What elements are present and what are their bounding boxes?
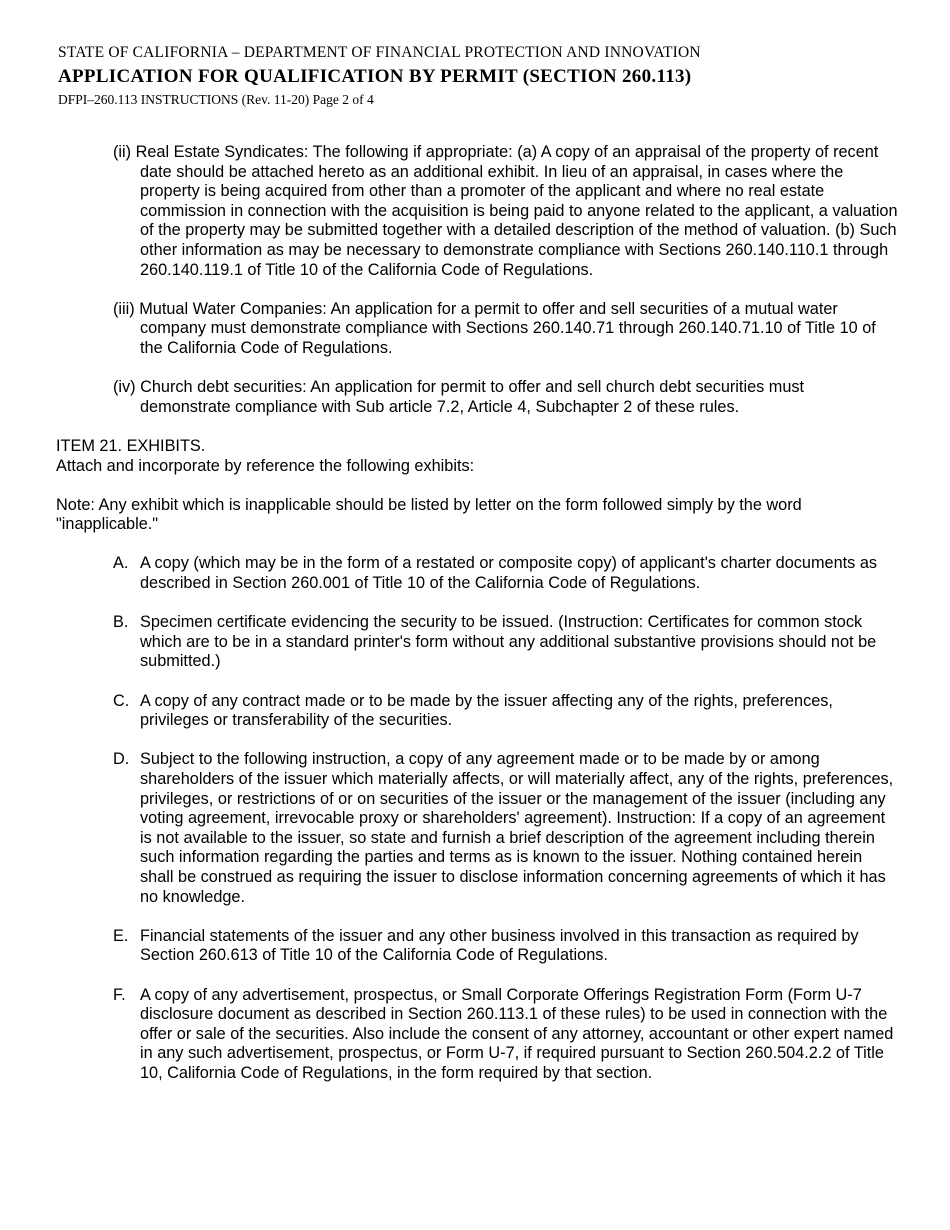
exhibit-letter: F. bbox=[113, 985, 126, 1004]
item-21-heading: ITEM 21. EXHIBITS. bbox=[56, 436, 206, 455]
exhibit-text: Specimen certificate evidencing the security to be issued. (Instruction: Certificates for common stock which are to be in a standard printer's form without any additional substantive provisions should not be submitted.) bbox=[140, 613, 877, 671]
sub-item-mutual-water-companies: (iii) Mutual Water Companies: An application for a permit to offer and sell securities of a mutual water company must demonstrate compliance with Sections 260.140.71 through 260.140.71.10 of Title 10 of the California Code of Regulations. bbox=[113, 299, 876, 357]
exhibit-text: A copy (which may be in the form of a restated or composite copy) of applicant's charter documents as described in Section 260.001 of Title 10 of the California Code of Regulations. bbox=[140, 554, 878, 593]
exhibit-letter: D. bbox=[113, 750, 130, 769]
item-21-note: Note: Any exhibit which is inapplicable should be listed by letter on the form followed simply by the word "inapplicable." bbox=[56, 495, 802, 534]
agency-name: STATE OF CALIFORNIA – DEPARTMENT OF FINANCIAL PROTECTION AND INNOVATION bbox=[58, 44, 701, 61]
exhibit-letter: C. bbox=[113, 691, 130, 710]
form-title: APPLICATION FOR QUALIFICATION BY PERMIT (SECTION 260.113) bbox=[58, 66, 692, 87]
exhibit-item-d bbox=[113, 750, 898, 907]
page-header bbox=[58, 42, 918, 110]
document-body bbox=[56, 143, 898, 1103]
exhibit-text: Financial statements of the issuer and any other business involved in this transaction as required by Section 260.613 of Title 10 of the California Code of Regulations. bbox=[140, 926, 859, 965]
exhibit-text: A copy of any contract made or to be made by the issuer affecting any of the rights, preferences, privileges or transferability of the securities. bbox=[140, 691, 833, 730]
item-21-intro: Attach and incorporate by reference the following exhibits: bbox=[56, 456, 475, 475]
exhibit-item-f bbox=[113, 986, 898, 1084]
exhibit-item-a bbox=[113, 554, 898, 593]
exhibit-text: Subject to the following instruction, a copy of any agreement made or to be made by or among shareholders of the issuer which materially affects, or will materially affect, any of the rights, preferences, privileges, or restrictions of or on securities of the issuer or the management of the issuer (including any voting agreement, irrevocable proxy or shareholders' agreement). Instruction: If a copy of an agreement is not available to the issuer, so state and furnish a brief description of the agreement including therein such information regarding the parties and terms as is known to the issuer. Nothing contained herein shall be construed as requiring the issuer to disclose information concerning agreements of which it has no knowledge. bbox=[140, 750, 894, 906]
exhibit-item-e bbox=[113, 927, 898, 966]
exhibit-letter: E. bbox=[113, 926, 129, 945]
exhibit-letter: A. bbox=[113, 554, 129, 573]
exhibit-item-c bbox=[113, 692, 898, 731]
exhibit-item-b bbox=[113, 613, 898, 672]
exhibit-text: A copy of any advertisement, prospectus, or Small Corporate Offerings Registration Form (Form U-7 disclosure document as described in Section 260.113.1 of these rules) to be used in connection with the offer or sale of the securities. Also include the consent of any attorney, accountant or other expert named in any such advertisement, prospectus, or Form U-7, if required pursuant to Section 260.504.2.2 of Title 10, California Code of Regulations, in the form required by that section. bbox=[140, 985, 894, 1082]
sub-item-real-estate-syndicates: (ii) Real Estate Syndicates: The following if appropriate: (a) A copy of an appraisal of the property of recent date should be attached hereto as an additional exhibit. In lieu of an appraisal, in cases where the property is being acquired from other than a promoter of the applicant and where no real estate commission in connection with the acquisition is being paid to anyone related to the applicant, a valuation of the property may be submitted together with a detailed description of the method of valuation. (b) Such other information as may be necessary to demonstrate compliance with Sections 260.140.110.1 through 260.140.119.1 of Title 10 of the California Code of Regulations. bbox=[113, 143, 898, 279]
sub-item-church-debt-securities: (iv) Church debt securities: An application for permit to offer and sell church debt securities must demonstrate compliance with Sub article 7.2, Article 4, Subchapter 2 of these rules. bbox=[113, 378, 805, 416]
form-number: DFPI–260.113 INSTRUCTIONS (Rev. 11-20) Page 2 of 4 bbox=[58, 92, 374, 107]
exhibit-letter: B. bbox=[113, 613, 129, 632]
